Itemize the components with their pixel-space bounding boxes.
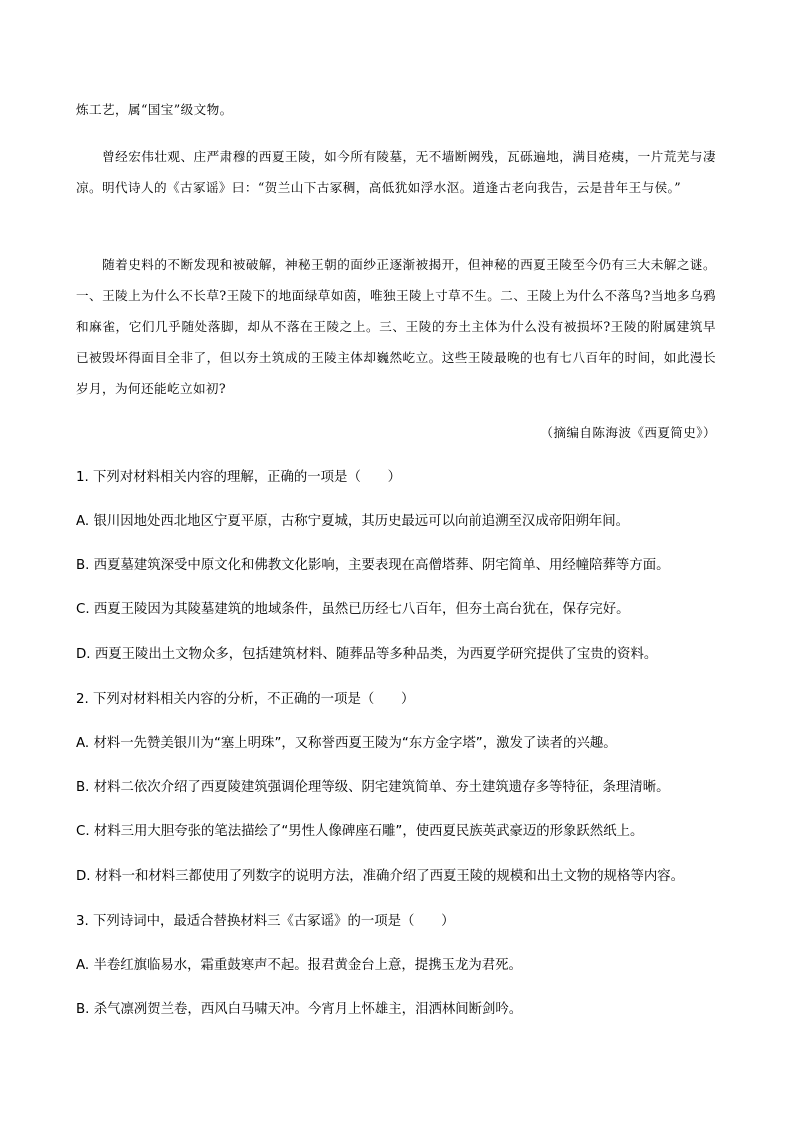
passage-paragraph-0: 炼工艺，属“国宝”级文物。 [76, 102, 233, 117]
question-2-option-d: D. 材料一和材料三都使用了列数字的说明方法，准确介绍了西夏王陵的规模和出土文物的规格等内容。 [76, 869, 685, 884]
passage-paragraph-2: 随着史料的不断发现和被破解，神秘王朝的面纱正逐渐被揭开，但神秘的西夏王陵至今仍有三大未解之谜。一、王陵上为什么不长草?王陵下的地面绿草如茵，唯独王陵上寸草不生。二、王陵上为什么不落鸟?当地多乌鸦和麻雀，它们几乎随处落脚，却从不落在王陵之上。三、王陵的夯土主体为什么没有被损坏?王陵的附属建筑早已被毁坏得面目全非了，但以夯土筑成的王陵主体却巍然屹立。这些王陵最晚的也有七八百年的时间，如此漫长岁月，为何还能屹立如初? [76, 257, 716, 396]
question-3-option-a: A. 半卷红旗临易水，霜重鼓寒声不起。报君黄金台上意，提携玉龙为君死。 [76, 958, 522, 973]
question-1-option-c: C. 西夏王陵因为其陵墓建筑的地域条件，虽然已历经七八百年，但夯土高台犹在，保存完好。 [76, 602, 630, 617]
question-2-option-b: B. 材料二依次介绍了西夏陵建筑强调伦理等级、阴宅建筑简单、夯土建筑遗存多等特征，条理清晰。 [76, 780, 670, 795]
question-1-option-d: D. 西夏王陵出土文物众多，包括建筑材料、随葬品等多种品类，为西夏学研究提供了宝贵的资料。 [76, 647, 658, 662]
passage-paragraph-1: 曾经宏伟壮观、庄严肃穆的西夏王陵，如今所有陵墓，无不墙断阙残，瓦砾遍地，满目疮痍，一片荒芜与凄凉。明代诗人的《古冢谣》曰：“贺兰山下古冢稠，高低犹如浮水沤。道逢古老向我告，云是昔年王与侯。” [76, 149, 716, 195]
question-1-stem: 1. 下列对材料相关内容的理解，正确的一项是（ ） [76, 470, 402, 485]
question-3-stem: 3. 下列诗词中，最适合替换材料三《古冢谣》的一项是（ ） [76, 914, 455, 929]
question-1-option-b: B. 西夏墓建筑深受中原文化和佛教文化影响，主要表现在高僧塔葬、阴宅简单、用经幢陪葬等方面。 [76, 558, 670, 573]
passage-source: （摘编自陈海波《西夏简史》） [540, 425, 716, 440]
question-2-option-a: A. 材料一先赞美银川为“塞上明珠”，又称誉西夏王陵为“东方金字塔”，激发了读者的兴趣。 [76, 736, 617, 751]
question-2-option-c: C. 材料三用大胆夸张的笔法描绘了“男性人像碑座石雕”，使西夏民族英武豪迈的形象跃然纸上。 [76, 824, 644, 839]
question-2-stem: 2. 下列对材料相关内容的分析，不正确的一项是（ ） [76, 692, 415, 707]
question-3-option-b: B. 杀气凛冽贺兰卷，西风白马啸天冲。今宵月上怀雄主，泪洒林间断剑吟。 [76, 1002, 523, 1017]
question-1-option-a: A. 银川因地处西北地区宁夏平原，古称宁夏城，其历史最远可以向前追溯至汉成帝阳朔年间。 [76, 514, 630, 529]
